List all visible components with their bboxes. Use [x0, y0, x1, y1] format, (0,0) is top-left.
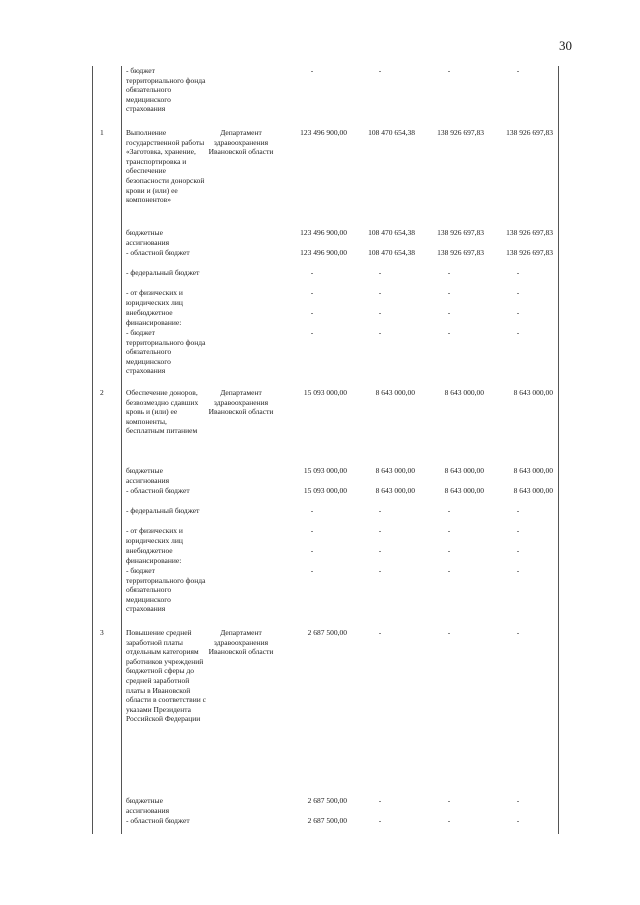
row-label: - бюджет территориального фонда обязательного медицинского страхования [126, 66, 206, 114]
row-label: Выполнение государственной работы «Заготовка, хранение, транспортировка и обеспечение безопасности донорской крови и (или) ее компонентов» [126, 128, 205, 205]
amount-cell: - [378, 66, 382, 75]
page-number: 30 [559, 38, 572, 53]
amount-cell: - [516, 546, 520, 555]
amount-cell: - [447, 328, 451, 337]
row-label: - федеральный бюджет [126, 506, 200, 515]
amount-cell: - [447, 566, 451, 575]
row-label: бюджетные ассигнования [126, 228, 170, 247]
amount-cell: 8 643 000,00 [444, 486, 484, 495]
row-label: - бюджет территориального фонда обязательного медицинского страхования [126, 328, 206, 376]
table-border-right [558, 66, 559, 834]
amount-cell: 8 643 000,00 [444, 388, 484, 397]
amount-cell: - [310, 268, 314, 277]
amount-cell: 8 643 000,00 [513, 466, 553, 475]
amount-cell: - [447, 526, 451, 535]
amount-cell: - [378, 288, 382, 297]
amount-cell: - [447, 268, 451, 277]
amount-cell: 2 687 500,00 [307, 796, 347, 805]
row-label: - федеральный бюджет [126, 268, 200, 277]
row-index: 3 [100, 628, 104, 637]
amount-cell: 8 643 000,00 [513, 388, 553, 397]
row-label: - областной бюджет [126, 248, 190, 257]
amount-cell: - [378, 628, 382, 637]
amount-cell: - [310, 308, 314, 317]
row-label: - областной бюджет [126, 816, 190, 825]
row-label: бюджетные ассигнования [126, 796, 170, 815]
amount-cell: - [516, 526, 520, 535]
amount-cell: - [310, 526, 314, 535]
amount-cell: - [516, 816, 520, 825]
amount-cell: - [310, 328, 314, 337]
amount-cell: 123 496 900,00 [300, 248, 347, 257]
amount-cell: 15 093 000,00 [303, 388, 347, 397]
amount-cell: - [378, 308, 382, 317]
responsible-department: Департамент здравоохранения Ивановской области [208, 628, 274, 657]
amount-cell: - [310, 506, 314, 515]
amount-cell: 2 687 500,00 [307, 816, 347, 825]
amount-cell: - [516, 268, 520, 277]
amount-cell: - [516, 328, 520, 337]
amount-cell: - [516, 288, 520, 297]
amount-cell: 8 643 000,00 [375, 486, 415, 495]
amount-cell: - [516, 506, 520, 515]
amount-cell: - [378, 796, 382, 805]
table-border-left [92, 66, 93, 834]
row-index: 2 [100, 388, 104, 397]
amount-cell: - [378, 506, 382, 515]
amount-cell: - [516, 796, 520, 805]
row-label: бюджетные ассигнования [126, 466, 170, 485]
amount-cell: 123 496 900,00 [300, 128, 347, 137]
amount-cell: - [447, 66, 451, 75]
amount-cell: 8 643 000,00 [375, 388, 415, 397]
amount-cell: - [447, 506, 451, 515]
row-label: Повышение средней заработной платы отдельным категориям работников учреждений бюджетной сферы до средней заработной платы в Ивановской области в соответствии с указами Президента Российской Федерации [126, 628, 206, 724]
amount-cell: - [447, 816, 451, 825]
amount-cell: 138 926 697,83 [506, 248, 553, 257]
amount-cell: 8 643 000,00 [513, 486, 553, 495]
amount-cell: - [310, 66, 314, 75]
amount-cell: 15 093 000,00 [303, 486, 347, 495]
amount-cell: - [310, 566, 314, 575]
amount-cell: - [516, 628, 520, 637]
row-label: - от физических и юридических лиц [126, 526, 183, 545]
amount-cell: 108 470 654,38 [368, 248, 415, 257]
row-label: - областной бюджет [126, 486, 190, 495]
responsible-department: Департамент здравоохранения Ивановской области [208, 128, 274, 157]
amount-cell: - [447, 796, 451, 805]
amount-cell: 108 470 654,38 [368, 128, 415, 137]
amount-cell: - [447, 288, 451, 297]
amount-cell: - [516, 566, 520, 575]
amount-cell: - [378, 268, 382, 277]
amount-cell: - [378, 566, 382, 575]
row-index: 1 [100, 128, 104, 137]
amount-cell: 138 926 697,83 [437, 228, 484, 237]
amount-cell: 2 687 500,00 [307, 628, 347, 637]
row-label: - от физических и юридических лиц [126, 288, 183, 307]
amount-cell: - [310, 288, 314, 297]
amount-cell: 138 926 697,83 [506, 128, 553, 137]
amount-cell: 108 470 654,38 [368, 228, 415, 237]
amount-cell: 138 926 697,83 [437, 128, 484, 137]
amount-cell: 8 643 000,00 [444, 466, 484, 475]
amount-cell: - [447, 308, 451, 317]
amount-cell: - [378, 816, 382, 825]
amount-cell: 8 643 000,00 [375, 466, 415, 475]
row-label: - бюджет территориального фонда обязательного медицинского страхования [126, 566, 206, 614]
amount-cell: 123 496 900,00 [300, 228, 347, 237]
amount-cell: - [310, 546, 314, 555]
amount-cell: 138 926 697,83 [506, 228, 553, 237]
amount-cell: 15 093 000,00 [303, 466, 347, 475]
table-column-divider [121, 66, 122, 834]
row-label: внебюджетное финансирование: [126, 308, 182, 327]
amount-cell: - [447, 628, 451, 637]
row-label: Обеспечение доноров, безвозмездно сдавших кровь и (или) ее компоненты, бесплатным питанием [126, 388, 199, 436]
amount-cell: - [516, 66, 520, 75]
amount-cell: - [378, 526, 382, 535]
amount-cell: 138 926 697,83 [437, 248, 484, 257]
amount-cell: - [447, 546, 451, 555]
amount-cell: - [516, 308, 520, 317]
amount-cell: - [378, 546, 382, 555]
responsible-department: Департамент здравоохранения Ивановской области [208, 388, 274, 417]
amount-cell: - [378, 328, 382, 337]
row-label: внебюджетное финансирование: [126, 546, 182, 565]
